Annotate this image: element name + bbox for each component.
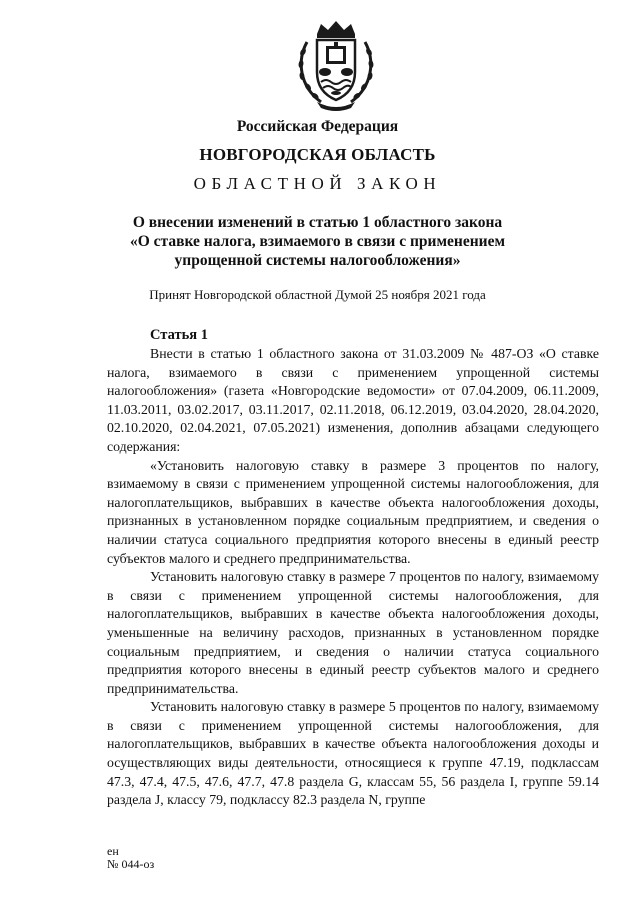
law-title-line: упрощенной системы налогообложения» <box>174 252 461 269</box>
article-paragraph: Внести в статью 1 областного закона от 31.03.2009 № 487-ОЗ «О ставке налога, взимаемого в связи с применением упрощенной системы налогообложения» (газета «Новгородские ведомости» от 07.04.2009, 06.11.2009, 11.03.2011, 03.02.2017, 03.11.2017, 02.11.2018, 06.12.2019, 03.04.2020, 28.04.2020, 02.10.2020, 02.04.2021, 07.05.2021) изменения, дополнив абзацами следующего содержания: <box>107 346 599 454</box>
document-footer <box>107 845 154 871</box>
law-type: ОБЛАСТНОЙ ЗАКОН <box>193 174 442 193</box>
law-title-line: «О ставке налога, взимаемого в связи с применением <box>129 233 506 250</box>
article-paragraph: Установить налоговую ставку в размере 7 процентов по налогу, взимаемому в связи с применением упрощенной системы налогообложения, для налогоплательщиков, выбравших в качестве объекта налогообложения доходы, уменьшенные на величину расходов, признанных в установленном порядке социальным предприятием, и сведения о наличии статуса социального предприятия которого внесены в единый реестр субъектов малого и среднего предпринимательства. <box>107 569 599 696</box>
region-title: НОВГОРОДСКАЯ ОБЛАСТЬ <box>199 145 436 164</box>
adoption-note: Принят Новгородской областной Думой 25 ноября 2021 года <box>149 287 486 302</box>
article-paragraph: Установить налоговую ставку в размере 5 процентов по налогу, взимаемому в связи с применением упрощенной системы налогообложения, для налогоплательщиков, выбравших в качестве объекта налогообложения доходы и осуществляющих виды деятельности, относящиеся к группе 47.19, подклассам 47.3, 47.4, 47.5, 47.6, 47.7, 47.8 раздела G, классам 55, 56 раздела I, группе 59.14 раздела J, классу 79, подклассу 82.3 раздела N, группе <box>107 699 599 808</box>
law-title-line: О внесении изменений в статью 1 областного закона <box>132 214 503 231</box>
law-title <box>0 213 635 270</box>
article-paragraph: «Установить налоговую ставку в размере 3 процентов по налогу, взимаемому в связи с применением упрощенной системы налогообложения, для налогоплательщиков, выбравших в качестве объекта налогообложения доходы, признанных в установленном порядке социальным предприятием, и сведения о наличии статуса социального предприятия которого внесены в единый реестр субъектов малого и среднего предпринимательства. <box>107 457 599 566</box>
coat-of-arms-icon <box>293 20 379 112</box>
author-initials: ен <box>107 844 119 858</box>
article-heading: Статья 1 <box>150 327 208 343</box>
article-body <box>107 345 599 810</box>
document-number: № 044-оз <box>107 857 155 871</box>
federation-title: Российская Федерация <box>236 118 399 135</box>
